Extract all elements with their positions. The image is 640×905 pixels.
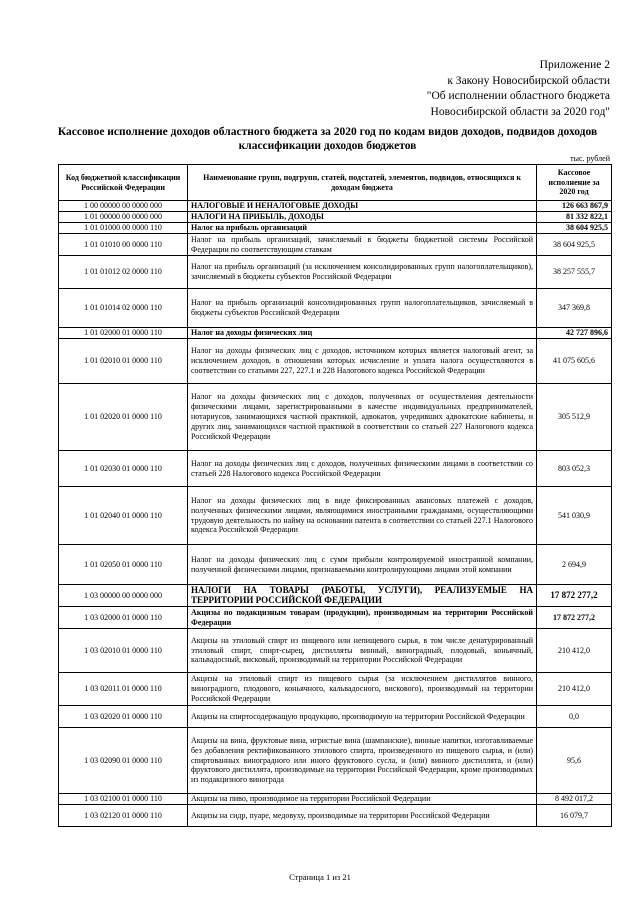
row-code: 1 03 02090 01 0000 110: [59, 728, 188, 794]
table-row: [59, 256, 612, 289]
table-row: [59, 585, 612, 607]
appendix-line-1: Приложение 2: [539, 59, 610, 71]
row-amount: 0,0: [537, 706, 612, 728]
table-row: [59, 212, 612, 223]
row-code: 1 01 02010 01 0000 110: [59, 339, 188, 384]
row-name: Налог на доходы физических лиц в виде фиксированных авансовых платежей с доходов, полученных физическими лицами, являющимися иностранными гражданами, осуществляющими трудовую деятельность по найму на основании патента в соответствии со статьей 227.1 Налогового кодекса Российской Федерации: [188, 487, 537, 545]
row-code: 1 03 02000 01 0000 110: [59, 607, 188, 629]
table-row: [59, 339, 612, 384]
table-row: [59, 805, 612, 827]
row-name: Налог на прибыль организаций (за исключением консолидированных групп налогоплательщиков), зачисляемый в бюджеты субъектов Российской Федерации: [188, 256, 537, 289]
table-row: [59, 451, 612, 487]
row-amount: 38 604 925,5: [537, 223, 612, 234]
appendix-line-2: к Закону Новосибирской области: [447, 74, 610, 87]
row-name: Акцизы на сидр, пуаре, медовуху, производимые на территории Российской Федерации: [188, 805, 537, 827]
row-amount: 95,6: [537, 728, 612, 794]
row-amount: 305 512,9: [537, 384, 612, 451]
appendix-line-4: Новосибирской области за 2020 год": [430, 105, 610, 118]
header-name: Наименование групп, подгрупп, статей, подстатей, элементов, подвидов, относящихся к доходам бюджета: [188, 165, 537, 201]
row-amount: 210 412,0: [537, 629, 612, 673]
row-code: 1 00 00000 00 0000 000: [59, 201, 188, 212]
row-code: 1 01 01014 02 0000 110: [59, 289, 188, 328]
row-name: Акцизы на этиловый спирт из пищевого или непищевого сырья, в том числе денатурированный этиловый спирт, спирт-сырец, дистилляты винный, виноградный, плодовый, коньячный, кальвадосный, висковый, производимый на территории Российской Федерации: [188, 629, 537, 673]
row-name: Налог на прибыль организаций консолидированных групп налогоплательщиков, зачисляемый в бюджеты субъектов Российской Федерации: [188, 289, 537, 328]
table-row: [59, 545, 612, 585]
header-amount: Кассовое исполнение за 2020 год: [537, 165, 612, 201]
row-code: 1 03 02100 01 0000 110: [59, 794, 188, 805]
row-amount: 541 030,9: [537, 487, 612, 545]
revenue-table: [58, 164, 612, 827]
row-code: 1 01 02040 01 0000 110: [59, 487, 188, 545]
row-code: 1 03 02120 01 0000 110: [59, 805, 188, 827]
row-amount: 17 872 277,2: [537, 607, 612, 629]
row-code: 1 03 02010 01 0000 110: [59, 629, 188, 673]
row-code: 1 01 01012 02 0000 110: [59, 256, 188, 289]
page-footer: Страница 1 из 21: [289, 872, 351, 882]
row-amount: 81 332 822,1: [537, 212, 612, 223]
row-name: Акцизы на вина, фруктовые вина, игристые вина (шампанские), винные напитки, изготавливаемые без добавления ректификованного этилового спирта, произведенного из пищевого сырья, и (или) спиртованных виноградного или иного фруктового сусла, и (или) винного дистиллята, и (или) фруктового дистиллята, производимые на территории Российской Федерации, кроме производимых из подакцизного винограда: [188, 728, 537, 794]
row-name: Налог на доходы физических лиц с доходов, полученных от осуществления деятельности физическими лицами, зарегистрированными в качестве индивидуальных предпринимателей, нотариусов, занимающихся частной практикой, адвокатов, учредивших адвокатские кабинеты, и других лиц, занимающихся частной практикой в соответствии со статьей 227 Налогового кодекса Российской Федерации: [188, 384, 537, 451]
row-amount: 347 369,8: [537, 289, 612, 328]
row-name: Акцизы на этиловый спирт из пищевого сырья (за исключением дистиллятов винного, виноградного, плодового, коньячного, кальвадосного, вискового), производимый на территории Российской Федерации: [188, 673, 537, 706]
row-name: НАЛОГИ НА ТОВАРЫ (РАБОТЫ, УСЛУГИ), РЕАЛИЗУЕМЫЕ НА ТЕРРИТОРИИ РОССИЙСКОЙ ФЕДЕРАЦИИ: [188, 585, 537, 607]
table-row: [59, 289, 612, 328]
row-name: Налог на доходы физических лиц: [188, 328, 537, 339]
row-code: 1 01 02030 01 0000 110: [59, 451, 188, 487]
row-amount: 17 872 277,2: [537, 585, 612, 607]
table-row: [59, 384, 612, 451]
row-code: 1 01 01010 00 0000 110: [59, 234, 188, 256]
row-name: Налог на прибыль организаций: [188, 223, 537, 234]
row-amount: 38 604 925,5: [537, 234, 612, 256]
row-name: Акцизы по подакцизным товарам (продукции), производимым на территории Российской Федерации: [188, 607, 537, 629]
table-row: [59, 706, 612, 728]
row-code: 1 01 02050 01 0000 110: [59, 545, 188, 585]
row-code: 1 03 02020 01 0000 110: [59, 706, 188, 728]
row-amount: 38 257 555,7: [537, 256, 612, 289]
row-name: Налог на доходы физических лиц с доходов, источником которых является налоговый агент, за исключением доходов, в отношении которых исчисление и уплата налога осуществляются в соответствии со статьями 227, 227.1 и 228 Налогового кодекса Российской Федерации: [188, 339, 537, 384]
row-name: Акцизы на пиво, производимое на территории Российской Федерации: [188, 794, 537, 805]
row-amount: 126 663 867,9: [537, 201, 612, 212]
table-row: [59, 328, 612, 339]
table-row: [59, 487, 612, 545]
row-name: Акцизы на спиртосодержащую продукцию, производимую на территории Российской Федерации: [188, 706, 537, 728]
row-amount: 210 412,0: [537, 673, 612, 706]
table-row: [59, 607, 612, 629]
table-row: [59, 728, 612, 794]
row-name: Налог на доходы физических лиц с сумм прибыли контролируемой иностранной компании, полученной физическими лицами, признаваемыми контролирующими лицами этой компании: [188, 545, 537, 585]
appendix-heading: [427, 58, 610, 120]
unit-label: тыс. рублей: [570, 154, 610, 163]
row-amount: 41 075 605,6: [537, 339, 612, 384]
table-row: [59, 223, 612, 234]
row-amount: 16 079,7: [537, 805, 612, 827]
row-name: Налог на прибыль организаций, зачисляемый в бюджеты бюджетной системы Российской Федерации по соответствующим ставкам: [188, 234, 537, 256]
row-code: 1 01 02000 01 0000 110: [59, 328, 188, 339]
table-row: [59, 629, 612, 673]
row-name: Налог на доходы физических лиц с доходов, полученных физическими лицами в соответствии со статьей 228 Налогового кодекса Российской Федерации: [188, 451, 537, 487]
header-code: Код бюджетной классификации Российской Федерации: [59, 165, 188, 201]
table-row: [59, 673, 612, 706]
document-title: Кассовое исполнение доходов областного бюджета за 2020 год по кодам видов доходов, подвидов доходов классификации доходов бюджетов: [57, 126, 598, 152]
row-code: 1 03 00000 00 0000 000: [59, 585, 188, 607]
row-name: НАЛОГИ НА ПРИБЫЛЬ, ДОХОДЫ: [188, 212, 537, 223]
row-code: 1 01 01000 00 0000 110: [59, 223, 188, 234]
table-row: [59, 794, 612, 805]
row-amount: 8 492 017,2: [537, 794, 612, 805]
table-row: [59, 201, 612, 212]
row-code: 1 03 02011 01 0000 110: [59, 673, 188, 706]
row-amount: 2 694,9: [537, 545, 612, 585]
row-amount: 42 727 896,6: [537, 328, 612, 339]
row-name: НАЛОГОВЫЕ И НЕНАЛОГОВЫЕ ДОХОДЫ: [188, 201, 537, 212]
row-code: 1 01 00000 00 0000 000: [59, 212, 188, 223]
row-amount: 803 052,3: [537, 451, 612, 487]
appendix-line-3: "Об исполнении областного бюджета: [426, 90, 610, 102]
table-header-row: [59, 165, 612, 201]
row-code: 1 01 02020 01 0000 110: [59, 384, 188, 451]
table-row: [59, 234, 612, 256]
